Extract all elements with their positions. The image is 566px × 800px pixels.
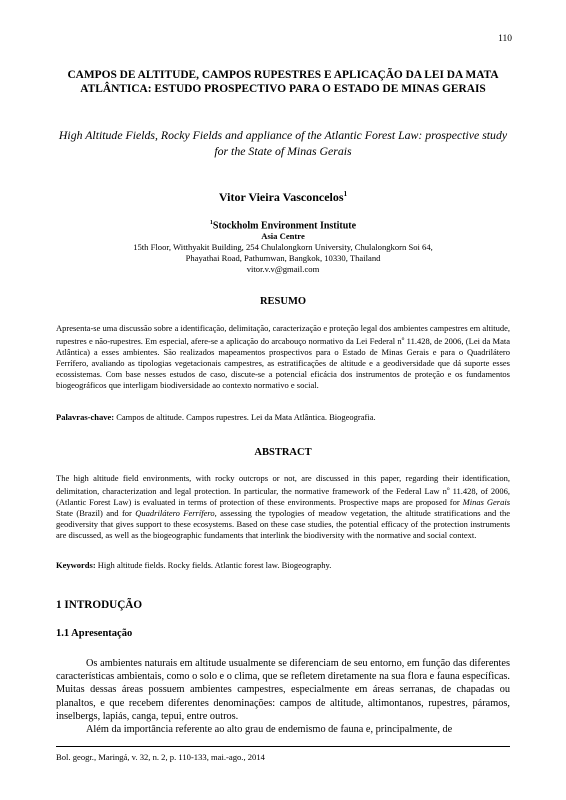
section-heading-introduction: 1 INTRODUÇÃO [56, 599, 143, 611]
abstract-text-part1: The high altitude field environments, with rocky outcrops or not, are discussed in this paper, regarding their identification, delimitation, characterization and legal protection. In particular, the normative framework of the Federal Law n [56, 473, 510, 496]
resumo-text-part1: Apresenta-se uma discussão sobre a identificação, delimitação, caracterização e proteção legal dos ambientes campestres em altitude, rupestres e não-rupestres. Em especial, afere-se a aplicação do arcabouço normativo da Lei Federal n [56, 323, 510, 346]
body-paragraph-2: Além da importância referente ao alto grau de endemismo de fauna e, principalmente, de [86, 724, 453, 736]
abstract-keywords [56, 560, 510, 571]
subsection-heading-apresentacao: 1.1 Apresentação [56, 628, 133, 639]
author-email: vitor.v.v@gmail.com [246, 264, 320, 275]
page-number: 110 [498, 34, 512, 44]
abstract-text-part3: State (Brazil) and for [56, 507, 136, 518]
abstract-text-part2: 11.428, of 2006, (Atlantic Forest Law) is evaluated in terms of protection of these environments. Prospective maps are proposed for [56, 485, 510, 507]
abstract-italic-quadrilatero: Quadrilátero Ferrífero [135, 507, 215, 518]
author-name [56, 190, 510, 205]
affiliation-address-line2: Phayathai Road, Pathumwan, Bangkok, 10330, Thailand [185, 253, 381, 264]
affiliation-address-line1: 15th Floor, Witthyakit Building, 254 Chulalongkorn University, Chulalongkorn Soi 64, [133, 242, 433, 253]
abstract-superscript: o [446, 486, 450, 492]
abstract-text [56, 473, 510, 541]
author-affiliation-mark: 1 [343, 190, 348, 198]
resumo-text-part2: 11.428, de 2006, (Lei da Mata Atlântica) a esses ambientes. São realizados mapeamentos prospectivos para o Estado de Minas Gerais e para o Quadrilátero Ferrífero, avaliando as tipologias vegetacionais campestres, as estratificações de altitude e a geodiversidade que dá suporte esses ecossistemas. Com base nesses estudos de caso, discute-se a potencial eficácia dos instrumentos de proteção e os fundamentos biogeográficos que interligam biodiversidade ao contexto normativo e social. [56, 335, 510, 390]
affiliation-centre: Asia Centre [261, 231, 305, 242]
resumo-keywords [56, 412, 510, 423]
abstract-keywords-label: Keywords: [56, 560, 96, 570]
footer-rule [56, 746, 510, 747]
paper-title-english: High Altitude Fields, Rocky Fields and appliance of the Atlantic Forest Law: prospective study for the State of Minas Gerais [58, 128, 508, 158]
abstract-text-part4: , assessing the typologies of meadow vegetation, the altitude stratifications and the geodiversity that gives support to these ecosystems. Based on these case studies, the potential efficacy of the protection instruments are discussed, as well as the biogeographic fundaments that interlink the biodiversity with the normative and social context. [56, 507, 510, 540]
author-name-text: Vitor Vieira Vasconcelos [218, 190, 344, 204]
affiliation-institute-text: Stockholm Environment Institute [212, 220, 357, 232]
journal-citation-footer: Bol. geogr., Maringá, v. 32, n. 2, p. 110-133, mai.-ago., 2014 [56, 752, 265, 762]
body-paragraph-1: Os ambientes naturais em altitude usualmente se diferenciam de seu entorno, em função das diferentes características ambientais, como o solo e o clima, que se refletem diretamente na sua flora e fauna específicas. Muitas dessas áreas possuem ambientes campestres, especialmente em áreas serranas, de chapadas ou planaltos, e que recebem diferentes denominações: campos de altitude, altimontanos, rupestres, páramos, inselbergs, lapiás, canga, tepui, entre outros. [56, 658, 511, 722]
affiliation-mark: 1 [209, 220, 213, 226]
abstract-heading: ABSTRACT [254, 447, 312, 458]
resumo-heading: RESUMO [259, 296, 307, 307]
abstract-keywords-text: High altitude fields. Rocky fields. Atlantic forest law. Biogeography. [95, 560, 332, 570]
body-text [56, 657, 510, 736]
affiliation-block [56, 218, 510, 275]
paper-title: CAMPOS DE ALTITUDE, CAMPOS RUPESTRES E APLICAÇÃO DA LEI DA MATA ATLÂNTICA: ESTUDO PROSPECTIVO PARA O ESTADO DE MINAS GERAIS [67, 69, 499, 95]
abstract-italic-minas-gerais: Minas Gerais [462, 496, 511, 507]
affiliation-institute [56, 218, 510, 231]
resumo-text [56, 323, 510, 391]
resumo-superscript: o [401, 336, 405, 342]
resumo-keywords-label: Palavras-chave: [56, 412, 115, 422]
resumo-keywords-text: Campos de altitude. Campos rupestres. Lei da Mata Atlântica. Biogeografia. [114, 412, 376, 422]
